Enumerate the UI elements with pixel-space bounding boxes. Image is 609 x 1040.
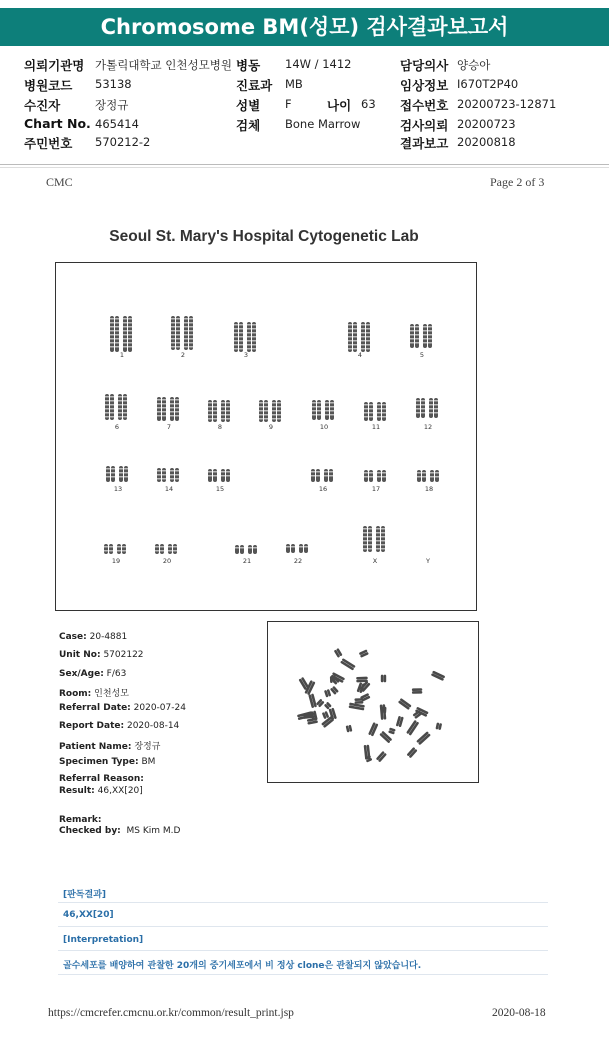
header-value: 가톨릭대학교 인천성모병원 bbox=[95, 58, 232, 72]
chromosome-pair-12 bbox=[413, 397, 443, 419]
header-divider bbox=[0, 167, 609, 168]
chromosome-pair-9 bbox=[256, 399, 286, 423]
footer-url: https://cmcrefer.cmcnu.or.kr/common/result_print.jsp bbox=[48, 1007, 294, 1019]
chromosome-label: X bbox=[372, 557, 378, 565]
field-label: Patient Name: bbox=[59, 742, 132, 752]
remark bbox=[59, 815, 102, 825]
header-value: MB bbox=[285, 77, 303, 91]
field-referral-date bbox=[59, 703, 186, 713]
header-value: 63 bbox=[361, 97, 376, 111]
chromosome-label: 18 bbox=[424, 485, 434, 493]
chromosome-label: Y bbox=[426, 557, 430, 565]
chromosome-pair-17 bbox=[361, 469, 391, 483]
header-divider bbox=[0, 164, 609, 165]
chromosome-label: 13 bbox=[113, 485, 123, 493]
field-value: 장정규 bbox=[134, 742, 161, 752]
field-referral-reason bbox=[59, 774, 144, 784]
header-label: 의뢰기관명 bbox=[24, 58, 85, 73]
header-label: 결과보고 bbox=[400, 136, 449, 151]
chromosome-label: 7 bbox=[166, 423, 172, 431]
header-value: 장정규 bbox=[95, 98, 129, 112]
remark-label: Remark: bbox=[59, 815, 102, 825]
header-label: 병원코드 bbox=[24, 78, 73, 93]
chromosome-label: 15 bbox=[215, 485, 225, 493]
chromosome-label: 11 bbox=[371, 423, 381, 431]
chromosome-label: 2 bbox=[180, 351, 186, 359]
header-value: F bbox=[285, 97, 292, 111]
chromosome-pair-2 bbox=[168, 315, 198, 351]
chromosome-pair-13 bbox=[103, 465, 133, 483]
field-label: Unit No: bbox=[59, 650, 101, 660]
field-label: Referral Date: bbox=[59, 703, 131, 713]
result-header-row bbox=[58, 884, 548, 903]
metaphase-image bbox=[267, 621, 479, 783]
chromosome-label: 3 bbox=[243, 351, 249, 359]
chromosome-label: 20 bbox=[162, 557, 172, 565]
chromosome-pair-19 bbox=[101, 543, 131, 555]
result-row bbox=[58, 906, 548, 927]
field-label: Referral Reason: bbox=[59, 774, 144, 784]
field-value: F/63 bbox=[106, 669, 127, 679]
chromosome-pair-10 bbox=[309, 399, 339, 421]
field-result bbox=[59, 786, 143, 796]
chromosome-pair-18 bbox=[414, 469, 444, 483]
chromosome-pair-20 bbox=[152, 543, 182, 555]
chromosome-label: 5 bbox=[419, 351, 425, 359]
chromosome-pair-1 bbox=[107, 315, 137, 353]
field-label: Room: bbox=[59, 689, 92, 699]
org-name: CMC bbox=[46, 175, 73, 189]
chromosome-pair-X bbox=[360, 525, 390, 553]
checked-by bbox=[59, 826, 180, 836]
header-label: 검체 bbox=[236, 118, 261, 133]
chromosome-label: 14 bbox=[164, 485, 174, 493]
field-label: Specimen Type: bbox=[59, 757, 139, 767]
field-value: BM bbox=[141, 757, 156, 767]
header-value: 570212-2 bbox=[95, 135, 151, 149]
header-value: 465414 bbox=[95, 117, 139, 131]
checked-label: Checked by: bbox=[59, 826, 121, 836]
chromosome-pair-22 bbox=[283, 543, 313, 554]
chromosome-label: 16 bbox=[318, 485, 328, 493]
chromosome-label: 10 bbox=[319, 423, 329, 431]
chromosome-pair-15 bbox=[205, 468, 235, 483]
result-header: [판독결과] bbox=[63, 890, 107, 900]
chromosome-label: 9 bbox=[268, 423, 274, 431]
interp-header-row bbox=[58, 930, 548, 951]
header-label: 접수번호 bbox=[400, 98, 449, 113]
karyogram-image bbox=[55, 262, 477, 611]
chromosome-pair-14 bbox=[154, 467, 184, 483]
interp-header: [Interpretation] bbox=[63, 935, 144, 945]
field-value: 2020-08-14 bbox=[126, 721, 180, 731]
lab-title: Seoul St. Mary's Hospital Cytogenetic Lab bbox=[109, 228, 419, 245]
chromosome-pair-5 bbox=[407, 323, 437, 349]
chromosome-pair-8 bbox=[205, 399, 235, 423]
field-value: 인천성모 bbox=[94, 689, 129, 699]
chromosome-pair-11 bbox=[361, 401, 391, 422]
chromosome-label: 1 bbox=[119, 351, 125, 359]
header-label: 임상정보 bbox=[400, 78, 449, 93]
field-value: 5702122 bbox=[103, 650, 144, 660]
footer-date: 2020-08-18 bbox=[492, 1007, 546, 1019]
header-value: 양승아 bbox=[457, 58, 491, 72]
header-value: 20200723 bbox=[457, 117, 516, 131]
header-value: 53138 bbox=[95, 77, 132, 91]
header-label: 검사의뢰 bbox=[400, 118, 449, 133]
header-label: 담당의사 bbox=[400, 58, 449, 73]
page-indicator: Page 2 of 3 bbox=[490, 175, 545, 189]
field-room bbox=[59, 686, 129, 699]
field-value: 2020-07-24 bbox=[133, 703, 186, 713]
field-specimen bbox=[59, 757, 155, 767]
header-value: 14W / 1412 bbox=[285, 57, 352, 71]
interp-text-row bbox=[58, 954, 548, 975]
header-label: 수진자 bbox=[24, 98, 61, 113]
checked-value: MS Kim M.D bbox=[126, 826, 181, 836]
chromosome-label: 4 bbox=[357, 351, 363, 359]
chromosome-label: 8 bbox=[217, 423, 223, 431]
chromosome-label: 22 bbox=[293, 557, 303, 565]
header-label: 진료과 bbox=[236, 78, 273, 93]
field-case bbox=[59, 632, 127, 642]
chromosome-pair-3 bbox=[231, 321, 261, 353]
field-unit bbox=[59, 650, 144, 660]
chromosome-label: 21 bbox=[242, 557, 252, 565]
report-title: Chromosome BM(성모) 검사결과보고서 bbox=[0, 8, 609, 46]
field-sex-age bbox=[59, 669, 126, 679]
patient-header bbox=[0, 46, 609, 164]
chromosome-label: 6 bbox=[114, 423, 120, 431]
header-value: Bone Marrow bbox=[285, 117, 361, 131]
field-patient-name bbox=[59, 739, 160, 752]
chromosome-pair-16 bbox=[308, 468, 338, 483]
header-label: 나이 bbox=[327, 98, 352, 113]
header-label: 성별 bbox=[236, 98, 261, 113]
header-label: 주민번호 bbox=[24, 136, 73, 151]
field-value: 20-4881 bbox=[89, 632, 128, 642]
header-label: 병동 bbox=[236, 58, 261, 73]
field-report-date bbox=[59, 721, 179, 731]
header-value: 20200818 bbox=[457, 135, 516, 149]
chromosome-pair-6 bbox=[102, 393, 132, 421]
interp-text: 골수세포를 배양하여 관찰한 20개의 중기세포에서 비 정상 clone은 관찰되지 않았습니다. bbox=[63, 961, 422, 971]
field-value: 46,XX[20] bbox=[97, 786, 143, 796]
field-label: Result: bbox=[59, 786, 95, 796]
chromosome-pair-7 bbox=[154, 396, 184, 422]
header-value: 20200723-12871 bbox=[457, 97, 557, 111]
header-label: Chart No. bbox=[24, 116, 91, 131]
field-label: Sex/Age: bbox=[59, 669, 104, 679]
metaphase-spread bbox=[268, 622, 478, 782]
chromosome-pair-21 bbox=[232, 544, 262, 555]
result-value: 46,XX[20] bbox=[63, 910, 114, 920]
chromosome-pair-4 bbox=[345, 321, 375, 353]
chromosome-label: 17 bbox=[371, 485, 381, 493]
field-label: Case: bbox=[59, 632, 87, 642]
chromosome-label: 19 bbox=[111, 557, 121, 565]
field-label: Report Date: bbox=[59, 721, 125, 731]
header-value: I670T2P40 bbox=[457, 77, 519, 91]
chromosome-label: 12 bbox=[423, 423, 433, 431]
